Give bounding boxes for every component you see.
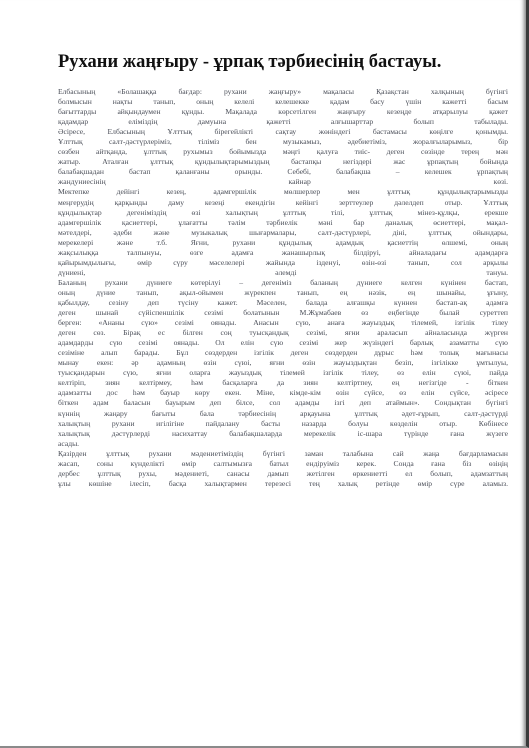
text-line: дүниені, әлемді тануы. bbox=[58, 267, 508, 277]
paragraph bbox=[58, 449, 508, 489]
text-line: Мектепке дейінгі кезең, адамгершілік мөлшерлер мен ұлттық құндылықтарымызды bbox=[58, 187, 508, 197]
text-line: қайырымдылығы, өмір сүру мәселелері жайында ізденуі, өзін-өзі танып, сол арқылы bbox=[58, 257, 508, 267]
text-line: біткен адам баласын бауырым деп білсе, сол адамды ізгі деп атаймын». Сондықтан бүгінгі bbox=[58, 398, 508, 408]
text-line: халықтық дәстүрлерді насихаттау балабақшаларда мерекелік іс-шара түрінде ғана жүзеге bbox=[58, 428, 508, 438]
text-line: Елбасының «Болашаққа бағдар: рухани жаңғыру» мақаласы Қазақстан халқының бүгінгі bbox=[58, 87, 508, 96]
text-line: адамзатты дос һәм бауыр көру екен. Міне, кімде-кім өзін сүйсе, өз елін сүйсе, әсіресе bbox=[58, 388, 508, 398]
text-line: қадамдар еліміздің дамуына қажетті алғышарттар болып табылады. bbox=[58, 117, 508, 127]
paragraph bbox=[58, 87, 508, 187]
text-line: болмысын нақты танып, оның келелі келешекке қадам басу үшін кажетті басым bbox=[58, 97, 508, 107]
text-line: Ұлттық салт-дәстүрлеріміз, тіліміз бен музыкамыз, әдебиетіміз, жоралғыларымыз, бір bbox=[58, 137, 508, 147]
document-title: Рухани жаңғыру - ұрпақ тәрбиесінің бастауы. bbox=[58, 52, 442, 72]
text-line: асады. bbox=[58, 438, 80, 448]
paragraph bbox=[58, 187, 508, 277]
text-line: бағыттарды айқындаумен құнды. Мақалада көрсетілген жаңғыру кезеңде атқарылуы қажет bbox=[58, 107, 508, 117]
text-line: келтіріп, зиян келтірмеу, һәм басқаларға да зиян келтіртпеу, ең негізгіде - біткен bbox=[58, 378, 508, 388]
text-line: Баланың рухани дүниеге көтерілуі – дегеніміз баланың дүниеге келген күнінен бастап, bbox=[58, 277, 508, 287]
text-line: мынау екен: әр адамның өзін сүюі, яғни өзін жауыздықтан безіп, ізгілікке ұмтылуы, bbox=[58, 358, 508, 368]
text-line: сөзбен айтқанда, ұлттық рухымыз бойымызда мәңгі қалуға тиіс- деген сөзінде терең мән bbox=[58, 147, 508, 157]
text-line: деген шынай сүйіспеншілік сезімі болатынын М.Жұмабаев өз еңбегінде былай суреттеп bbox=[58, 308, 508, 318]
text-line: сезіміне алып барады. Бұл сөздерден ізгілік деген сөздерден дұрыс һәм толық мағынасы bbox=[58, 348, 508, 358]
paragraph bbox=[58, 278, 508, 449]
text-line: меңгерудің қарқынды даму кезеңі екендігін кейінгі зерттеулер дәлелдеп отыр. Ұлттық bbox=[58, 197, 508, 207]
text-line: жақсылыққа талпынуы, өзге адамға жанашырлық білдіруі, айналадағы адамдарға bbox=[58, 247, 508, 257]
text-line: деген сөз. Бірақ ес білген соң туысқандық сезімі, яғни араласып айналасында жүрген bbox=[58, 328, 508, 338]
text-line: дербес ұлттық рухы, мәдениеті, санасы дамып жетілген өркениетті ел болып, адамзаттың bbox=[58, 468, 508, 478]
text-line: адамгершілік қасиеттері, ұлағатты тәлім тәрбиелік мәні бар даналық өсиеттері, мақал- bbox=[58, 217, 508, 227]
text-line: қабылдау, сезіну деп түсіну кажет. Мәселен, балада алғашқы күннен бастап-ақ адамға bbox=[58, 297, 508, 307]
text-line: жасап, соны күнделікті өмір салтымызға батыл ендіруіміз керек. Сонда ғана біз өзіңің bbox=[58, 458, 508, 468]
text-line: адамдарды сүю сезімі оянады. Ол елін сүю сезімі жер жүзіндегі барлық азаматты сүю bbox=[58, 338, 508, 348]
text-line: халықтың рухани игілігіне пайдалану басты назарда болуы көзделін отыр. Көбінесе bbox=[58, 418, 508, 428]
text-line: ұлы көшіне ілесіп, басқа халықтармен терезесі тең халық ретінде өмір сүре аламыз. bbox=[58, 478, 508, 488]
text-line: мерекелері және т.б. Яғни, рухани құндылық адамдық қасиеттің өлшемі, оның bbox=[58, 237, 508, 247]
text-line: жатыр. Аталған ұлттық құндылықтарымыздың бастапқы негіздері жас ұрпақтың бойында bbox=[58, 157, 508, 167]
text-line: күннің жаңару бағыты бала тәрбиесінің арқауына ұлттық әдет-ғұрып, салт-дәстүрді bbox=[58, 408, 508, 418]
text-line: туысқандарын сүю, яғни оларға жауыздық тілемей ізгілік тілеу, өз елін сүюі, пайда bbox=[58, 368, 508, 378]
text-line: жандуниесінің кайнар көзі. bbox=[58, 177, 508, 187]
text-line: берген: «Ананы сүю» сезімі оянады. Анасын сүю, анаға жауыздық тілемей, ізгілік тілеу bbox=[58, 318, 508, 328]
text-line: балабақшадан бастап қаланғаны орынды. Себебі, балабақша – келешек ұрпақтың bbox=[58, 167, 508, 177]
text-line: оның дүние танып, ақыл-ойымен жүрекпен танып, ең нәзік, ең шынайы, ұғыну, bbox=[58, 287, 508, 297]
text-line: құндылықтар дегеніміздің өзі халықтың ұлттық тілі, ұлттық мінез-құлқы, ерекше bbox=[58, 207, 508, 217]
text-line: Қазірден ұлттық рухани мәдениетіміздің бүгінгі заман талабына сай жаңа бағдарламасын bbox=[58, 448, 508, 458]
text-line: Әсіресе, Елбасының Ұлттық бірегейлікті сақтау жөніндегі бастамасы көңілге қонымды. bbox=[58, 127, 508, 137]
document-body bbox=[58, 87, 508, 489]
text-line: мәтелдері, әдеби және музыкалық шығармалары, салт-дәстүрлері, діні, ұлттық ойындары, bbox=[58, 227, 508, 237]
